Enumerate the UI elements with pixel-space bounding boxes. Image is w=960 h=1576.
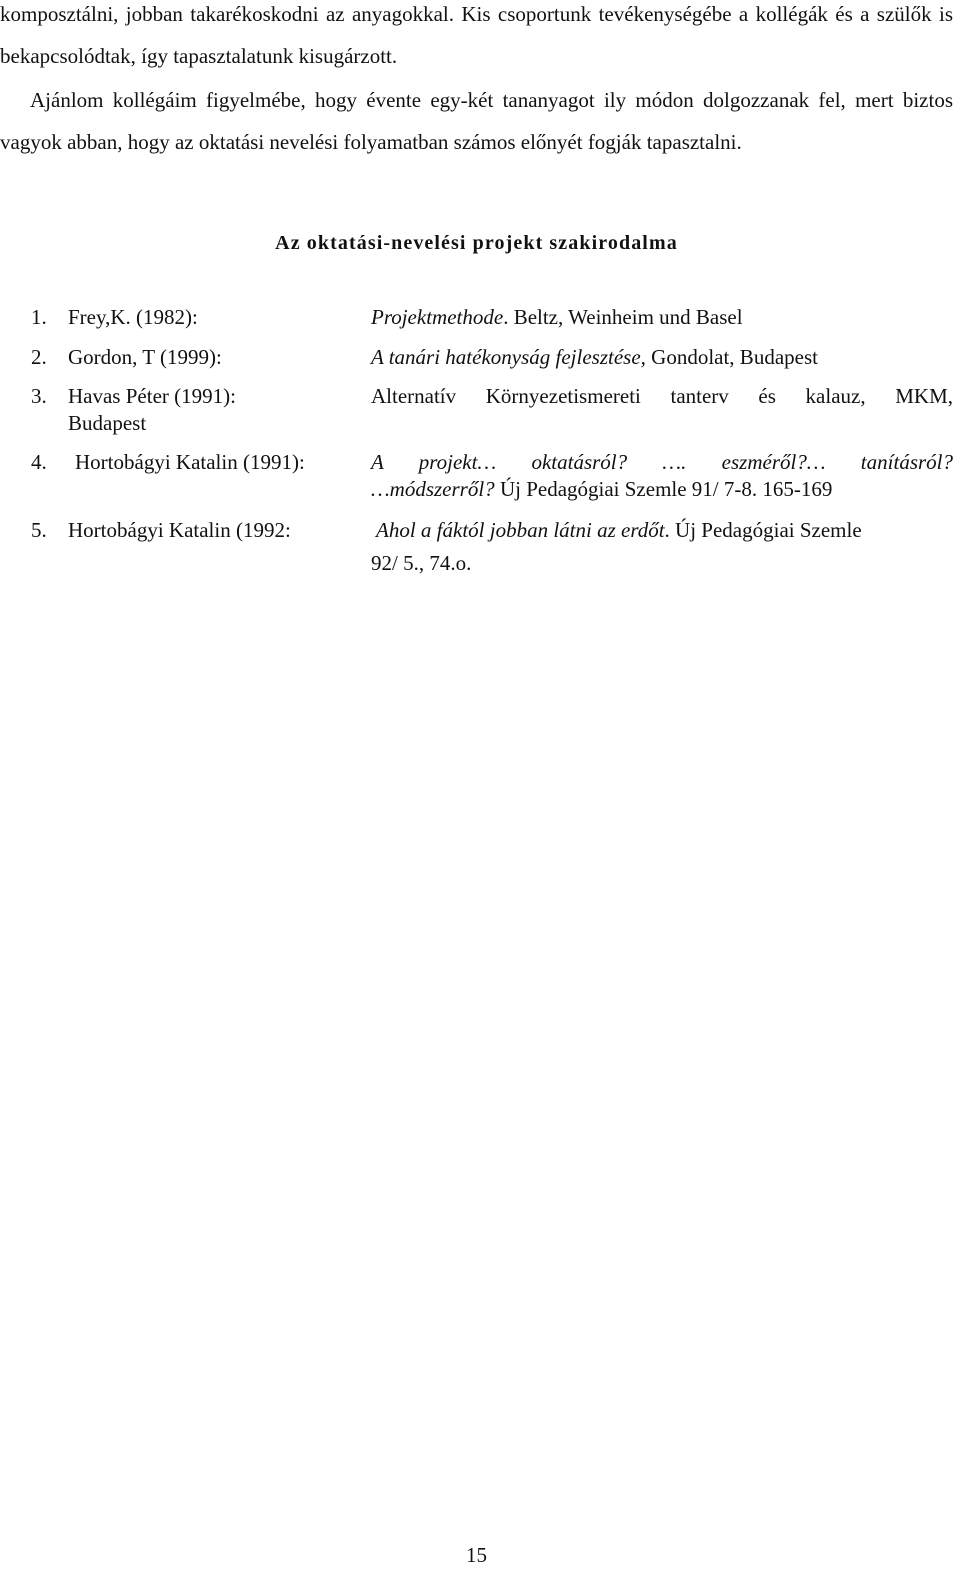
reference-author: Frey,K. (1982): bbox=[68, 305, 198, 329]
reference-source bbox=[371, 449, 953, 476]
reference-author: Gordon, T (1999): bbox=[68, 345, 222, 369]
reference-title: Projektmethode bbox=[371, 305, 504, 329]
reference-continuation bbox=[371, 476, 832, 503]
bibliography-heading: Az oktatási-nevelési projekt szakirodalma bbox=[275, 232, 678, 254]
reference-publisher: . Új Pedagógiai Szemle bbox=[664, 518, 862, 542]
reference-source: Alternatív Környezetismereti tanterv és kalauz, MKM, bbox=[371, 384, 953, 408]
reference-number: 1. bbox=[31, 305, 47, 329]
reference-publisher: Gondolat, Budapest bbox=[645, 345, 818, 369]
page-number: 15 bbox=[466, 1543, 487, 1567]
reference-number: 5. bbox=[31, 518, 47, 542]
reference-title: A projekt… oktatásról? …. eszméről?… tanításról? bbox=[371, 450, 953, 474]
reference-title: A tanári hatékonyság fejlesztése, bbox=[371, 345, 646, 369]
reference-number: 3. bbox=[31, 384, 47, 408]
reference-publisher: Új Pedagógiai Szemle 91/ 7-8. 165-169 bbox=[494, 477, 833, 501]
reference-continuation: 92/ 5., 74.o. bbox=[371, 551, 472, 575]
reference-author: Hortobágyi Katalin (1992: bbox=[68, 518, 291, 542]
body-paragraph-1: komposztálni, jobban takarékoskodni az anyagokkal. Kis csoportunk tevékenységébe a kollégák és a szülők is bekapcsolódtak, így tapasztalatunk kisugárzott. bbox=[0, 2, 953, 68]
body-paragraph-2: Ajánlom kollégáim figyelmébe, hogy évente egy-két tananyagot ily módon dolgozzanak fel, mert biztos vagyok abban, hogy az oktatási nevelési folyamatban számos előnyét fogják tapasztalni. bbox=[0, 88, 953, 154]
reference-author: Havas Péter (1991): bbox=[68, 384, 236, 408]
reference-source bbox=[371, 344, 953, 371]
reference-continuation: Budapest bbox=[68, 411, 147, 435]
reference-source bbox=[371, 304, 953, 331]
reference-number: 4. bbox=[31, 450, 47, 474]
reference-title-continued: …módszerről? bbox=[371, 477, 495, 501]
reference-author: Hortobágyi Katalin (1991): bbox=[75, 450, 305, 474]
reference-publisher: . Beltz, Weinheim und Basel bbox=[503, 305, 743, 329]
reference-title: Ahol a fáktól jobban látni az erdőt bbox=[376, 518, 665, 542]
reference-number: 2. bbox=[31, 345, 47, 369]
reference-source bbox=[376, 514, 958, 547]
